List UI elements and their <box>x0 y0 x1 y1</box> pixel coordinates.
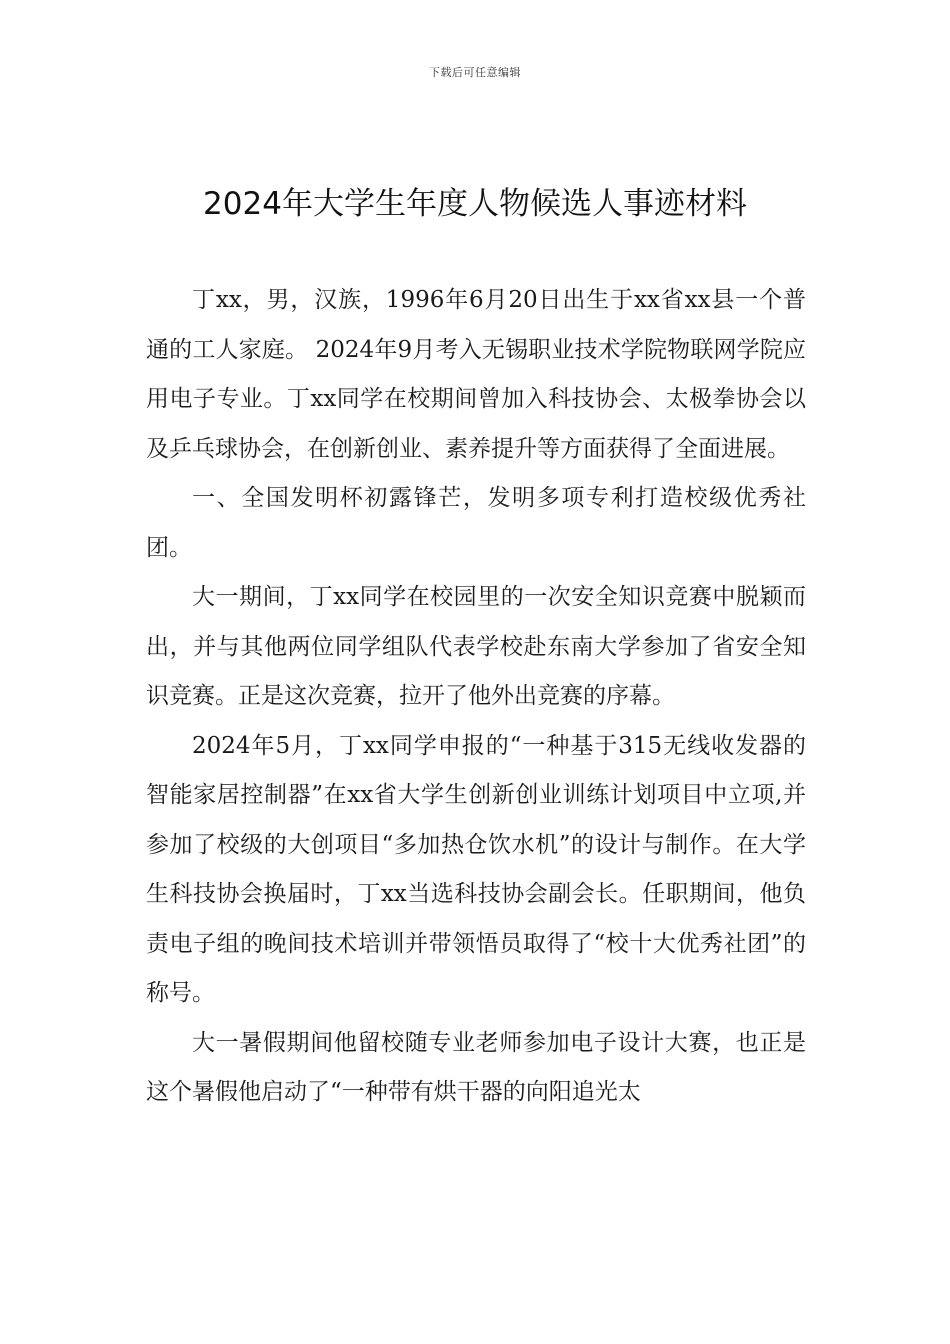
document-title: 2024年大学生年度人物候选人事迹材料 <box>203 186 747 222</box>
document-body <box>146 276 806 1118</box>
section-heading-1: 一、全国发明杯初露锋芒，发明多项专利打造校级优秀社团。 <box>146 485 806 561</box>
header-note: 下载后可任意编辑 <box>429 66 521 79</box>
paragraph-innovation-project: 2024年5月，丁xx同学申报的“一种基于315无线收发器的智能家居控制器”在xx省大学生创新创业训练计划项目中立项,并参加了校级的大创项目“多加热仓饮水机”的设计与制作。在大学生科技协会换届时，丁xx当选科技协会副会长。任职期间，他负责电子组的晚间技术培训并带领悟员取得了“校十大优秀社团”的称号。 <box>146 732 806 1006</box>
paragraph-intro: 丁xx，男，汉族，1996年6月20日出生于xx省xx县一个普通的工人家庭。 2024年9月考入无锡职业技术学院物联网学院应用电子专业。丁xx同学在校期间曾加入科技协会、太极拳协会以及乒乓球协会，在创新创业、素养提升等方面获得了全面进展。 <box>146 287 806 462</box>
paragraph-freshman: 大一期间，丁xx同学在校园里的一次安全知识竞赛中脱颖而出，并与其他两位同学组队代表学校赴东南大学参加了省安全知识竞赛。正是这次竞赛，拉开了他外出竞赛的序幕。 <box>146 584 806 709</box>
paragraph-summer: 大一暑假期间他留校随专业老师参加电子设计大赛，也正是这个暑假他启动了“一种带有烘干器的向阳追光太 <box>146 1029 806 1105</box>
